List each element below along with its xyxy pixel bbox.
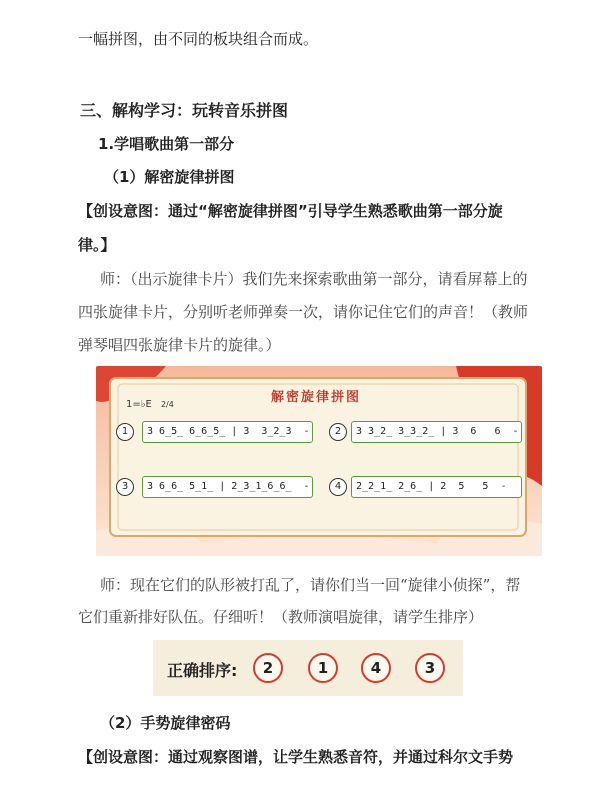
subsection-item-2: （2）手势旋律密码 xyxy=(100,714,231,732)
design-intent-2: 【创设意图：通过观察图谱，让学生熟悉音符，并通过科尔文手势 xyxy=(78,748,514,766)
teacher-text-2-line1: 师：现在它们的队形被打乱了，请你们当一回“旋律小侦探”，帮 xyxy=(100,576,521,594)
order-item-4: 3 xyxy=(415,653,445,683)
melody-card-1[interactable] xyxy=(116,421,311,443)
teacher-text-1-line1: 师：（出示旋律卡片）我们先来探索歌曲第一部分，请看屏幕上的 xyxy=(100,270,528,288)
order-item-3: 4 xyxy=(361,653,391,683)
subsection-heading: 1.学唱歌曲第一部分 xyxy=(98,135,235,153)
design-intent-1-line2: 律。】 xyxy=(78,236,116,254)
card-notes-1: 3 6̲5̲ 6̲6̲5̲ | 3 3̲2̲3 - xyxy=(142,421,313,443)
card-number-4: 4 xyxy=(329,478,347,496)
melody-card-2[interactable] xyxy=(329,421,524,443)
teacher-text-1-line2: 四张旋律卡片，分别听老师弹奏一次，请你记住它们的声音！（教师 xyxy=(78,303,529,321)
card-number-3: 3 xyxy=(116,478,134,496)
card-notes-3: 3 6̲6̲ 5̲1̲ | 2̲3̲1̲6̲6̲ - xyxy=(142,476,313,498)
correct-order-panel xyxy=(153,640,463,696)
card-number-2: 2 xyxy=(329,423,347,441)
teacher-text-1-line3: 弹琴唱四张旋律卡片的旋律。） xyxy=(78,336,281,354)
teacher-text-2-line2: 它们重新排好队伍。仔细听！（教师演唱旋律，请学生排序） xyxy=(78,608,484,626)
correct-order-label: 正确排序: xyxy=(167,661,238,680)
text-line-1: 一幅拼图，由不同的板块组合而成。 xyxy=(78,30,319,48)
key-label: 1=♭E xyxy=(126,399,152,410)
melody-card-3[interactable] xyxy=(116,476,311,498)
card-number-1: 1 xyxy=(116,423,134,441)
card-notes-2: 3 3̲2̲ 3̲3̲2̲ | 3 6 6 - xyxy=(351,421,522,443)
section-heading: 三、解构学习：玩转音乐拼图 xyxy=(80,101,289,120)
card-notes-4: 2̲2̲1̲ 2̲6̲ | 2 5 5 - xyxy=(351,476,522,498)
key-signature xyxy=(126,399,174,410)
subsection-item-1: （1）解密旋律拼图 xyxy=(104,168,235,186)
order-item-1: 2 xyxy=(253,653,283,683)
design-intent-1-line1: 【创设意图：通过“解密旋律拼图”引导学生熟悉歌曲第一部分旋 xyxy=(78,202,503,220)
time-signature: 2/4 xyxy=(160,400,174,409)
melody-puzzle-slide xyxy=(96,366,542,556)
order-item-2: 1 xyxy=(308,653,338,683)
melody-card-4[interactable] xyxy=(329,476,524,498)
slide-title: 解密旋律拼图 xyxy=(271,390,362,405)
